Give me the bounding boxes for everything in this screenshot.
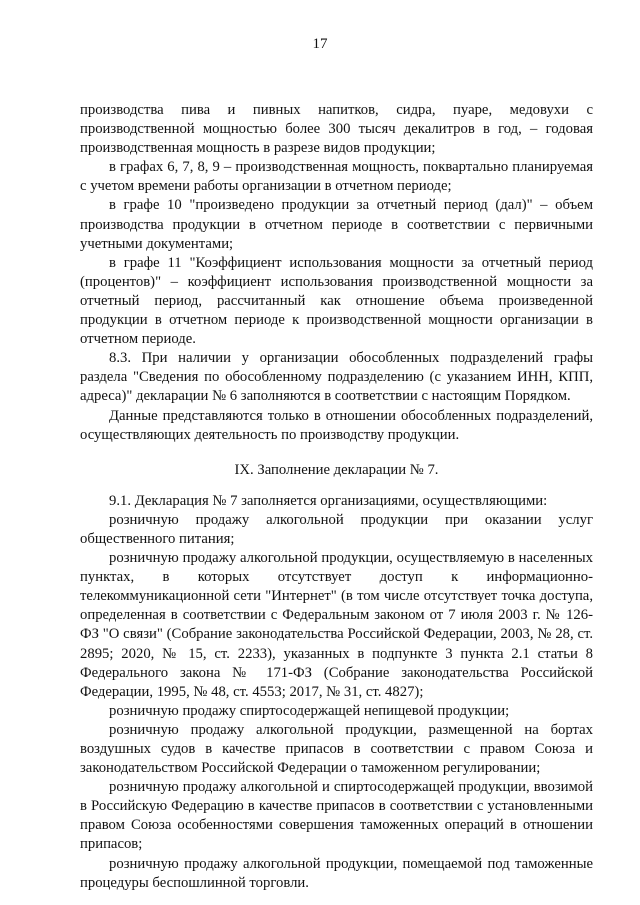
section-heading: IX. Заполнение декларации № 7. xyxy=(234,461,439,478)
list-item: розничную продажу алкогольной продукции, осуществляемую в населенных пунктах, в которых отсутствует доступ к информационно-телекоммуникационной сети "Интернет" (в том числе отсутствует точка доступа, определенная в соответствии с Федеральным законом от 7 июля 2003 г. № 126-ФЗ "О связи" (Собрание законодательства Российской Федерации, 2003, № 28, ст. 2895; 2020, № 15, ст. 2233), указанных в подпункте 3 пункта 2.1 статьи 8 Федерального закона № 171-ФЗ (Собрание законодательства Российской Федерации, 1995, № 48, ст. 4553; 2017, № 31, ст. 4827); xyxy=(80,550,593,700)
paragraph: в графе 10 "произведено продукции за отчетный период (дал)" – объем производства продукции в отчетном периоде в соответствии с первичными учетными документами; xyxy=(80,197,593,252)
paragraph: в графе 11 "Коэффициент использования мощности за отчетный период (процентов)" – коэффициент использования производственной мощности за отчетный период, рассчитанный как отношение объема произведенной продукции в отчетном периоде к производственной мощности организации в отчетном периоде. xyxy=(80,254,593,348)
page-number: 17 xyxy=(312,36,328,52)
document-body xyxy=(80,101,593,893)
paragraph: Данные представляются только в отношении обособленных подразделений, осуществляющих деятельность по производству продукции. xyxy=(80,407,593,443)
list-item: розничную продажу алкогольной продукции при оказании услуг общественного питания; xyxy=(80,511,593,547)
list-item: розничную продажу спиртосодержащей непищевой продукции; xyxy=(109,702,510,719)
paragraph: в графах 6, 7, 8, 9 – производственная мощность, поквартально планируемая с учетом времени работы организации в отчетном периоде; xyxy=(80,159,593,195)
paragraph: производства пива и пивных напитков, сидра, пуаре, медовухи с производственной мощностью более 300 тысяч декалитров в год, – годовая производственная мощность в разрезе видов продукции; xyxy=(80,102,593,157)
list-item: розничную продажу алкогольной продукции, помещаемой под таможенные процедуры беспошлинной торговли. xyxy=(80,855,593,891)
paragraph: 8.3. При наличии у организации обособленных подразделений графы раздела "Сведения по обособленному подразделению (с указанием ИНН, КПП, адреса)" декларации № 6 заполняются в соответствии с настоящим Порядком. xyxy=(80,350,593,405)
list-item: розничную продажу алкогольной продукции, размещенной на бортах воздушных судов в качестве припасов в соответствии с правом Союза и законодательством Российской Федерации о таможенном регулировании; xyxy=(80,721,593,777)
list-item: розничную продажу алкогольной и спиртосодержащей продукции, ввозимой в Российскую Федерацию в качестве припасов в соответствии с установленными правом Союза особенностями совершения таможенных операций в отношении припасов; xyxy=(80,779,593,853)
paragraph: 9.1. Декларация № 7 заполняется организациями, осуществляющими: xyxy=(109,492,548,509)
